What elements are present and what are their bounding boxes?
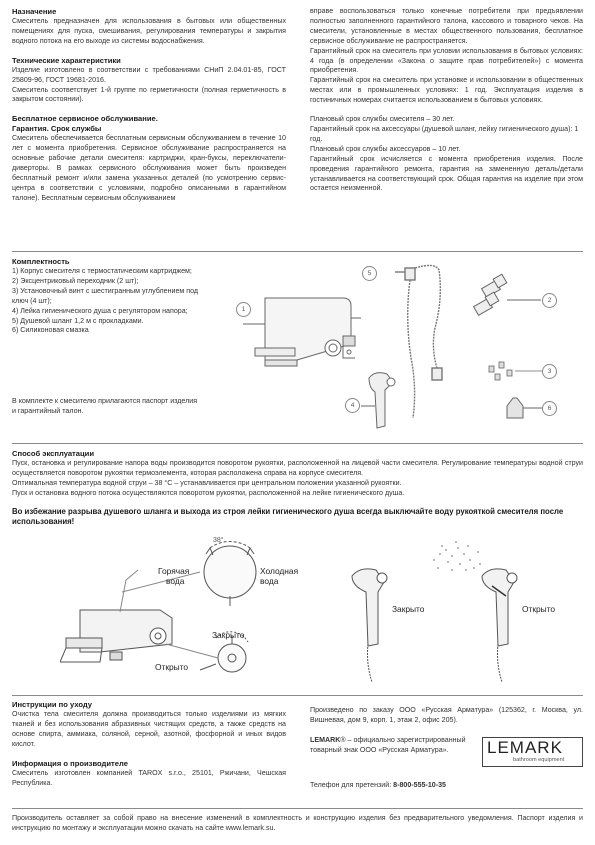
service-text: Смеситель обеспечивается бесплатным сервисным обслуживанием в течение 10 лет с момента приобретения. Сервисное обслуживание распространяется на основные рабочие детали смесителя: картриджи, кран-буксы, переключатели-диверторы. В рамках сервисного обслуживания может быть произведен бесплатный ремонт и/или замена указанных деталей (по усмотрению сервис-центра в соответствии с условиями, подробно описанными в гарантийном талоне). Бесплатным сервисным обслуживанием: [12, 134, 286, 202]
purpose-heading: Назначение: [12, 7, 57, 16]
tech-heading: Технические характеристики: [12, 55, 121, 65]
hot-water-label-2: вода: [166, 576, 185, 586]
phone-number: 8-800-555-10-35: [393, 781, 446, 789]
callout-2: 2: [542, 293, 557, 308]
kit-note-block: [12, 397, 202, 417]
kit-item: 5) Душевой шланг 1,2 м с прокладками.: [12, 316, 144, 325]
warranty-conditions: вправе воспользоваться только конечные потребители при предъявлении полностью заполненного гарантийного талона, кассового и товарного чеков. На смесители, установленные в местах общественного пользования, бесплатное сервисное обслуживание не распространяется.: [310, 7, 583, 45]
divider: [12, 443, 583, 444]
operation-text-1: Пуск, остановка и регулирование напора воды производится поворотом рукоятки, расположенной на лицевой части смесителя. Регулирование температуры водной струи осуществляется поворотом рукоятки термоэлемента, которая расположена справа на корпусе смесителя.: [12, 459, 583, 477]
angle-label: 38°: [213, 537, 224, 544]
closed-label: Закрыто: [212, 630, 245, 640]
operation-text-2: Оптимальная температура водной струи – 38 °С – устанавливается при центральном положении указанной рукоятки.: [12, 478, 402, 487]
shower-head-drawing: [361, 373, 395, 428]
service-heading-1: Бесплатное сервисное обслуживание.: [12, 114, 158, 124]
kit-item: 4) Лейка гигиенического душа с регулятором напора;: [12, 306, 188, 315]
callout-3: 3: [542, 364, 557, 379]
logo-tagline: bathroom equipment: [513, 757, 565, 763]
tech-text-1: Изделие изготовлено в соответствии с требованиями СНиП 2.04.01-85, ГОСТ 25809-96, ГОСТ 19681-2016.: [12, 65, 286, 84]
kit-note: В комплекте к смесителю прилагаются паспорт изделия и гарантийный талон.: [12, 397, 198, 415]
care-text: Очистка тела смесителя должна производиться только изделиями из мягких тканей и без использования абразивных чистящих средств, а также средств на основе спирта, аммиака, соляной, серной, азотной, фосфорной и иных видов кислот.: [12, 710, 286, 748]
callout-6: 6: [542, 401, 557, 416]
kit-item: 3) Установочный винт с шестигранным углублением под ключ (4 шт);: [12, 286, 199, 305]
mixer-diagram-labels: [60, 537, 310, 685]
kit-illustration: [225, 258, 585, 438]
open-label: Открыто: [155, 662, 189, 672]
logo-wordmark: LEMARK: [487, 738, 563, 757]
callout-1: 1: [236, 302, 251, 317]
operation-section: [12, 449, 583, 527]
warranty-accessories: Гарантийный срок на аксессуары (душевой шланг, лейку гигиенического душа): 1 год.: [310, 124, 579, 143]
warranty-public: Гарантийный срок на смеситель при установке и использовании в общественных местах или в промышленных условиях: 1 год. Эксплуатация изделия в гостиничных номерах считается использованием в бытовых условиях.: [310, 76, 583, 105]
care-heading: Инструкции по уходу: [12, 700, 93, 709]
cold-water-label-2: вода: [260, 576, 279, 586]
divider: [12, 695, 583, 696]
operation-text-3: Пуск и остановка водного потока осуществляются поворотом рукоятки, расположенной на лейке гигиенического душа.: [12, 488, 405, 497]
kit-item: 2) Эксцентриковый переходник (2 шт);: [12, 276, 139, 285]
left-column-top: [12, 7, 286, 204]
trademark-block: [310, 736, 480, 756]
silicone-grease-drawing: [507, 398, 543, 418]
warranty-household: Гарантийный срок на смеситель при условии использования в бытовых условиях: 4 года (в определении «Закона о защите прав потребителей») с момента приобретения.: [310, 46, 583, 75]
warranty-start: Гарантийный срок исчисляется с момента приобретения изделия. После проведения гарантийного ремонта, гарантия на замененную деталь/детали устанавливается на соответствующий срок. Общая гарантия на изделие при этом остается неизменной.: [310, 154, 583, 193]
service-life-accessories: Плановый срок службы аксессуаров – 10 лет.: [310, 144, 461, 153]
kit-item: 1) Корпус смесителя с термостатическим картриджем;: [12, 267, 192, 275]
right-column-top: [310, 7, 583, 194]
operation-heading: Способ эксплуатации: [12, 449, 94, 458]
phone-label: Телефон для претензий:: [310, 781, 394, 789]
mixer-body-drawing: [243, 298, 361, 366]
shower-diagram-labels: [330, 540, 580, 685]
footer: [12, 814, 583, 834]
brand-name: LEMARK: [310, 736, 341, 744]
care-section: [12, 700, 286, 788]
shower-closed-label: Закрыто: [392, 604, 425, 614]
shower-open-label: Открыто: [522, 604, 556, 614]
footer-text: Производитель оставляет за собой право на внесение изменений в комплектность и конструкцию изделия без предварительного уведомления. Паспорт изделия и инструкцию по монтажу и эксплуатации можно скачать на сайте www.lemark.su.: [12, 814, 583, 832]
screws-drawing: [489, 362, 543, 380]
tech-text-2: Смеситель соответствует 1-й группе по герметичности (полная герметичность в закрытом состоянии).: [12, 85, 286, 104]
eccentric-adapters-drawing: [474, 274, 541, 315]
hot-water-label-1: Горячая: [158, 566, 190, 576]
producer-text: Произведено по заказу ООО «Русская Арматура» (125362, г. Москва, ул. Вишневая, дом 9, корп. 1, этаж 2, офис 205).: [310, 706, 583, 724]
kit-heading: Комплектность: [12, 257, 70, 266]
phone-block: [310, 781, 583, 791]
manufacturer-heading: Информация о производителе: [12, 758, 128, 768]
divider: [12, 251, 583, 252]
kit-section: [12, 257, 202, 336]
service-life-mixer: Плановый срок службы смесителя – 30 лет.: [310, 115, 455, 124]
kit-item: 6) Силиконовая смазка: [12, 326, 89, 335]
purpose-text: Смеситель предназначен для использования в бытовых или общественных помещениях для пуска, смешивания, регулирования температуры и закрытия водного потока на его выходе из системы водоснабжения.: [12, 17, 286, 45]
trademark-text: ® – официально зарегистрированный товарный знак ООО «Русская Арматура».: [310, 736, 466, 754]
callout-4: 4: [345, 398, 360, 413]
producer-section: [310, 706, 583, 726]
lemark-logo: [482, 737, 583, 767]
shower-hose-drawing: [395, 265, 442, 418]
service-heading-2: Гарантия. Срок службы: [12, 124, 102, 134]
divider: [12, 808, 583, 809]
cold-water-label-1: Холодная: [260, 566, 299, 576]
operation-warning: Во избежание разрыва душевого шланга и выхода из строя лейки гигиенического душа всегда выключайте воду рукояткой смесителя после использования!: [12, 506, 564, 526]
manufacturer-text: Смеситель изготовлен компанией TAROX s.r.o., 25101, Ржичани, Чешская Республика.: [12, 768, 286, 787]
callout-5: 5: [362, 266, 377, 281]
